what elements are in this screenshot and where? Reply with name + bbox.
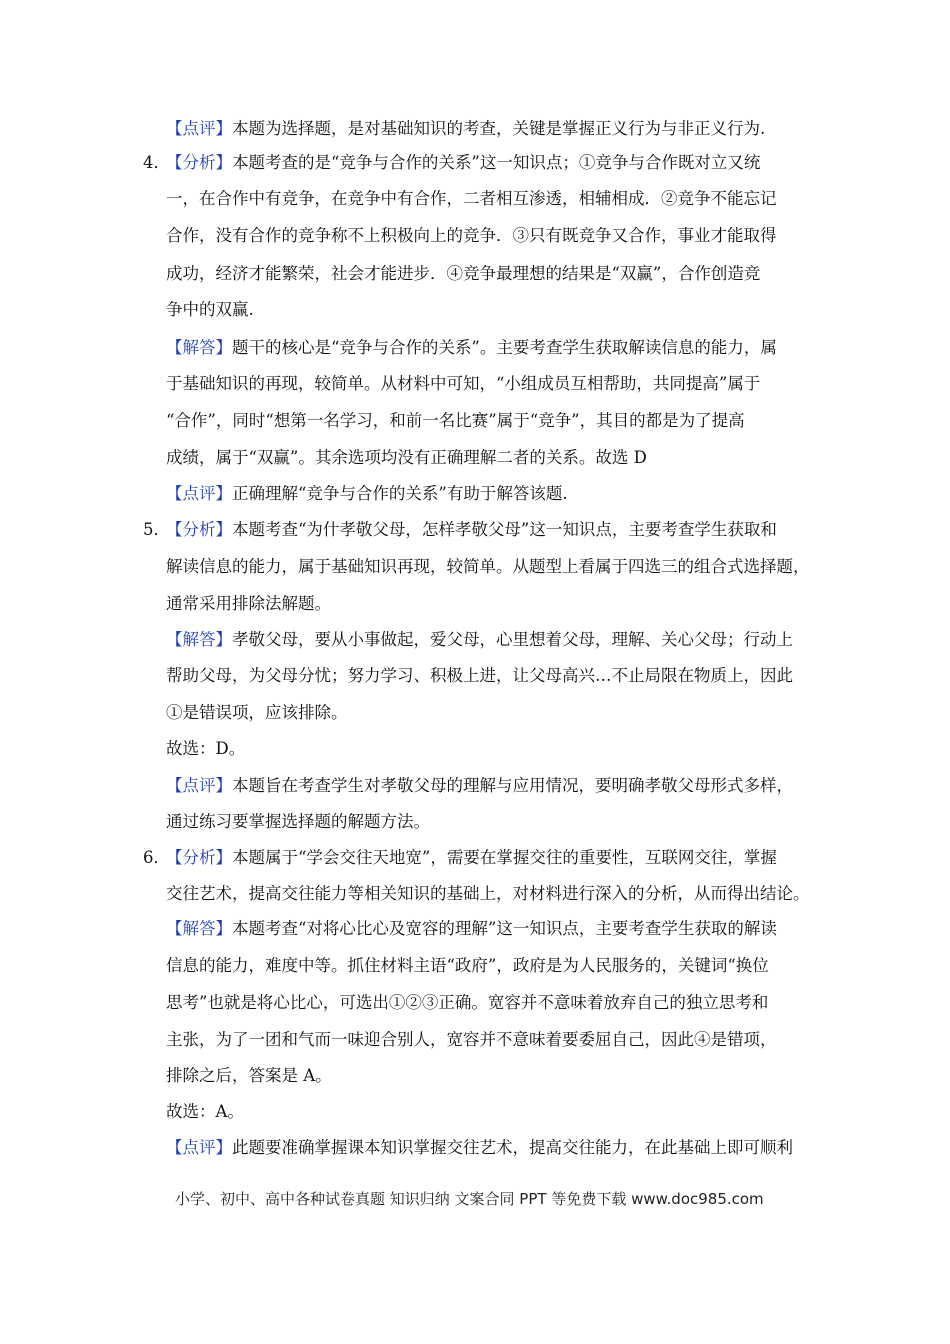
analysis-line <box>166 151 760 175</box>
page-footer: 小学、初中、高中各种试卷真题 知识归纳 文案合同 PPT 等免费下载 www.doc985.com <box>175 1190 764 1208</box>
comment-tag: 【点评】 <box>166 484 232 503</box>
analysis-line: 交往艺术，提高交往能力等相关知识的基础上，对材料进行深入的分析，从而得出结论。 <box>166 884 810 903</box>
answer-tag: 【解答】 <box>166 919 232 938</box>
analysis-tag: 【分析】 <box>166 848 232 867</box>
answer-line: 于基础知识的再现，较简单。从材料中可知，“小组成员互相帮助，共同提高”属于 <box>166 374 761 393</box>
answer-line: 思考”也就是将心比心，可选出①②③正确。宽容并不意味着放弃自己的独立思考和 <box>166 993 769 1012</box>
analysis-tag: 【分析】 <box>166 153 232 172</box>
answer-line: 信息的能力，难度中等。抓住材料主语“政府”，政府是为人民服务的，关键词“换位 <box>166 956 769 975</box>
analysis-line <box>166 846 777 870</box>
comment-paragraph <box>166 1136 793 1160</box>
analysis-line: 一，在合作中有竞争，在竞争中有合作，二者相互渗透，相辅相成．②竞争不能忘记 <box>166 189 777 208</box>
answer-line <box>166 917 777 941</box>
comment-paragraph <box>166 117 765 141</box>
comment-text: 本题旨在考查学生对孝敬父母的理解与应用情况，要明确孝敬父母形式多样， <box>232 776 793 795</box>
analysis-line: 合作，没有合作的竞争称不上积极向上的竞争．③只有既竞争又合作，事业才能取得 <box>166 226 777 245</box>
answer-tag: 【解答】 <box>166 630 232 649</box>
analysis-text: 本题考查“为什孝敬父母，怎样孝敬父母”这一知识点，主要考查学生获取和 <box>232 520 777 539</box>
comment-tag: 【点评】 <box>166 119 232 138</box>
answer-line: ①是错误项，应该排除。 <box>166 703 348 722</box>
comment-line: 通过练习要掌握选择题的解题方法。 <box>166 812 430 831</box>
answer-line: “合作”，同时“想第一名学习，和前一名比赛”属于“竞争”，其目的都是为了提高 <box>166 411 745 430</box>
answer-text: 孝敬父母，要从小事做起，爱父母，心里想着父母，理解、关心父母；行动上 <box>232 630 793 649</box>
comment-paragraph <box>166 774 793 798</box>
comment-tag: 【点评】 <box>166 776 232 795</box>
analysis-line: 通常采用排除法解题。 <box>166 594 331 613</box>
question-number: 5． <box>143 520 170 539</box>
analysis-tag: 【分析】 <box>166 520 232 539</box>
analysis-line: 成功，经济才能繁荣，社会才能进步．④竞争最理想的结果是“双赢”，合作创造竞 <box>166 264 761 283</box>
analysis-line: 争中的双赢. <box>166 300 254 319</box>
answer-line: 帮助父母，为父母分忧；努力学习、积极上进，让父母高兴…不止局限在物质上，因此 <box>166 666 793 685</box>
answer-line: 成绩，属于“双赢”。其余选项均没有正确理解二者的关系。故选 D <box>166 448 647 467</box>
choice-line: 故选：D。 <box>166 739 246 758</box>
analysis-text: 本题属于“学会交往天地宽”，需要在掌握交往的重要性，互联网交往，掌握 <box>232 848 777 867</box>
question-number: 4． <box>143 153 170 172</box>
answer-line <box>166 628 793 652</box>
comment-tag: 【点评】 <box>166 1138 232 1157</box>
answer-tag: 【解答】 <box>166 338 232 357</box>
answer-line: 排除之后，答案是 A。 <box>166 1066 332 1085</box>
answer-text: 本题考查“对将心比心及宽容的理解”这一知识点，主要考查学生获取的解读 <box>232 919 777 938</box>
question-number: 6． <box>143 848 170 867</box>
comment-text: 本题为选择题，是对基础知识的考查，关键是掌握正义行为与非正义行为. <box>232 119 766 138</box>
answer-line: 主张，为了一团和气而一味迎合别人，宽容并不意味着要委屈自己，因此④是错项， <box>166 1030 777 1049</box>
choice-line: 故选：A。 <box>166 1102 244 1121</box>
analysis-line: 解读信息的能力，属于基础知识再现，较简单。从题型上看属于四选三的组合式选择题， <box>166 557 810 576</box>
comment-text: 正确理解“竞争与合作的关系”有助于解答该题. <box>232 484 568 503</box>
comment-paragraph <box>166 482 568 506</box>
answer-line <box>166 336 777 360</box>
analysis-text: 本题考查的是“竞争与合作的关系”这一知识点；①竞争与合作既对立又统 <box>232 153 761 172</box>
comment-text: 此题要准确掌握课本知识掌握交往艺术，提高交往能力，在此基础上即可顺利 <box>232 1138 793 1157</box>
answer-text: 题干的核心是“竞争与合作的关系”。主要考查学生获取解读信息的能力，属 <box>232 338 777 357</box>
analysis-line <box>166 518 777 542</box>
